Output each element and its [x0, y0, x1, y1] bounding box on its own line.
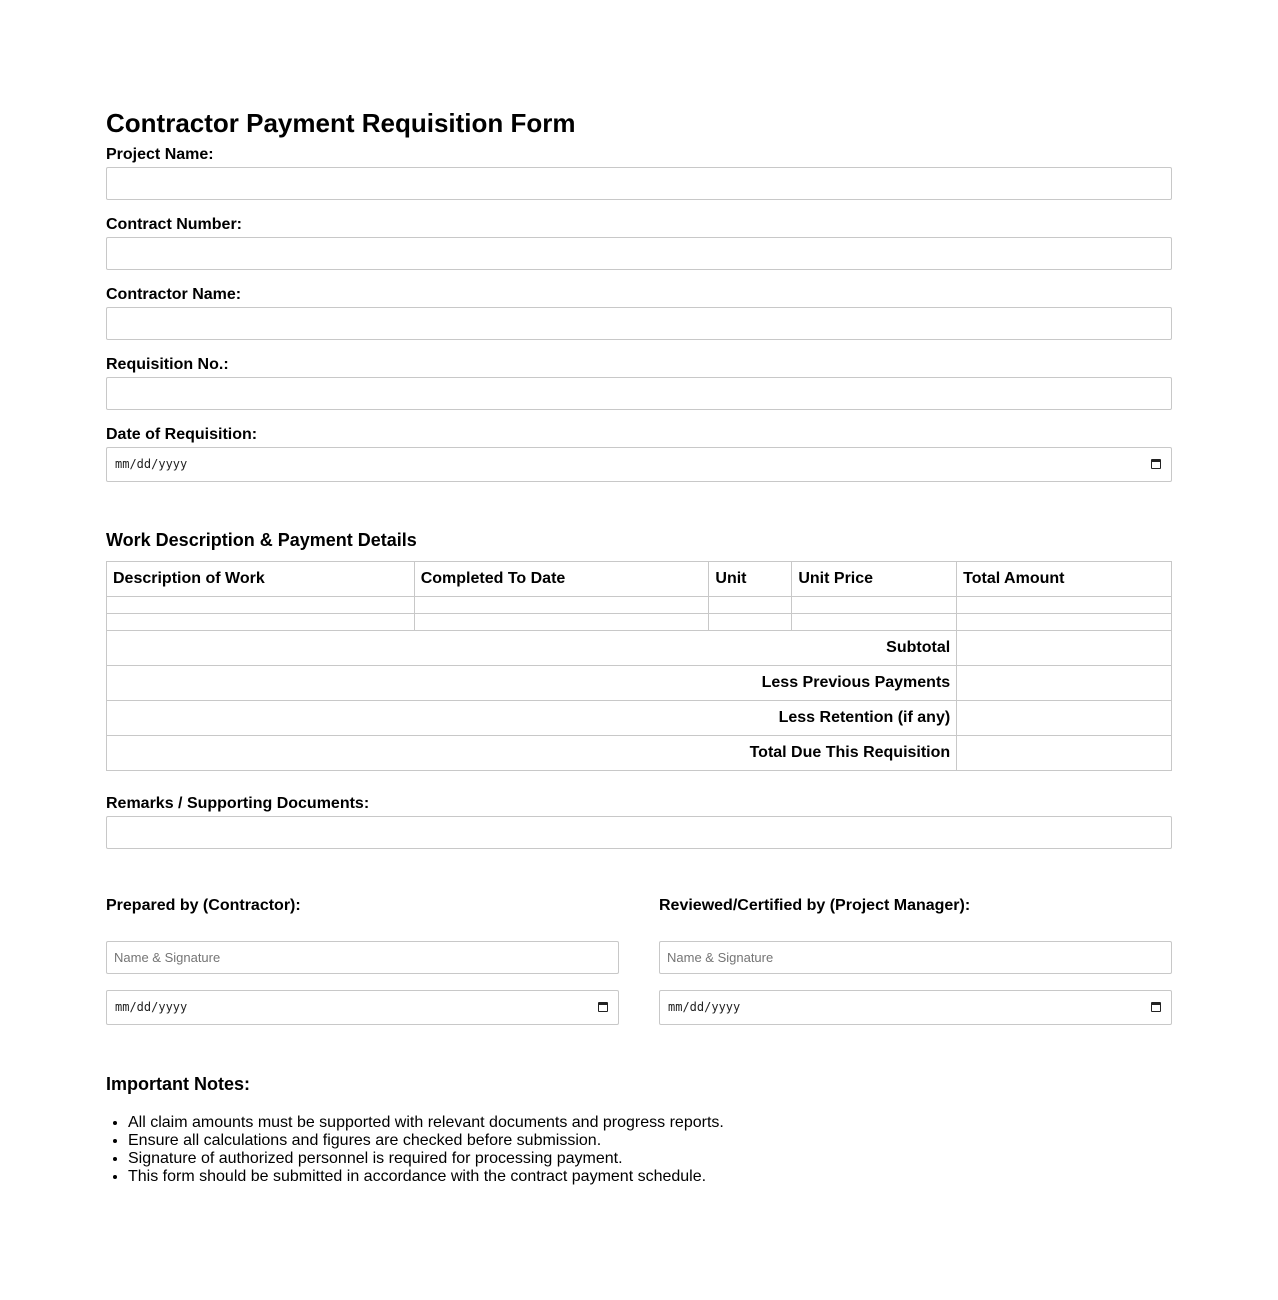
requisition-date-label: Date of Requisition: [106, 426, 258, 443]
requisition-date-value: mm/dd/yyyy [115, 457, 188, 471]
table-cell[interactable] [414, 597, 709, 614]
requisition-number-label: Requisition No.: [106, 356, 229, 373]
calendar-icon[interactable] [1151, 459, 1161, 469]
requisition-number-input[interactable] [106, 377, 1172, 410]
remarks-label: Remarks / Supporting Documents: [106, 795, 370, 812]
retention-value[interactable] [957, 701, 1172, 736]
subtotal-row [107, 631, 1172, 666]
reviewed-by-signature-input[interactable] [659, 941, 1172, 974]
requisition-date-input[interactable] [106, 447, 1172, 482]
reviewed-by-date-value: mm/dd/yyyy [668, 1000, 741, 1014]
prepared-by-date-input[interactable] [106, 990, 619, 1025]
calendar-icon[interactable] [598, 1002, 608, 1012]
total-due-label: Total Due This Requisition [107, 736, 957, 771]
notes-list [106, 1114, 724, 1186]
subtotal-label: Subtotal [107, 631, 957, 666]
list-item: • This form should be submitted in accordance with the contract payment schedule. [128, 1168, 724, 1186]
table-cell[interactable] [709, 614, 792, 631]
table-cell[interactable] [792, 597, 957, 614]
previous-payments-value[interactable] [957, 666, 1172, 701]
calendar-icon[interactable] [1151, 1002, 1161, 1012]
contract-number-label: Contract Number: [106, 216, 243, 233]
table-cell[interactable] [414, 614, 709, 631]
table-row [107, 614, 1172, 631]
table-cell[interactable] [957, 614, 1172, 631]
table-cell[interactable] [107, 597, 415, 614]
table-header-row [107, 562, 1172, 597]
notes-heading: Important Notes: [106, 1074, 250, 1094]
project-name-input[interactable] [106, 167, 1172, 200]
reviewed-by-date-input[interactable] [659, 990, 1172, 1025]
subtotal-value[interactable] [957, 631, 1172, 666]
contract-number-input[interactable] [106, 237, 1172, 270]
contractor-name-label: Contractor Name: [106, 286, 242, 303]
table-cell[interactable] [792, 614, 957, 631]
prepared-by-label: Prepared by (Contractor): [106, 897, 301, 914]
column-header-description: Description of Work [107, 562, 415, 597]
work-table [106, 561, 1172, 771]
total-due-row [107, 736, 1172, 771]
list-item: • Ensure all calculations and figures are checked before submission. [128, 1132, 724, 1150]
list-item: • All claim amounts must be supported with relevant documents and progress reports. [128, 1114, 724, 1132]
previous-payments-label: Less Previous Payments [107, 666, 957, 701]
prepared-by-date-value: mm/dd/yyyy [115, 1000, 188, 1014]
table-cell[interactable] [709, 597, 792, 614]
column-header-unit: Unit [709, 562, 792, 597]
column-header-total-amount: Total Amount [957, 562, 1172, 597]
contractor-name-input[interactable] [106, 307, 1172, 340]
previous-payments-row [107, 666, 1172, 701]
work-section-heading: Work Description & Payment Details [106, 530, 417, 550]
list-item: • Signature of authorized personnel is required for processing payment. [128, 1150, 724, 1168]
column-header-unit-price: Unit Price [792, 562, 957, 597]
total-due-value[interactable] [957, 736, 1172, 771]
retention-label: Less Retention (if any) [107, 701, 957, 736]
reviewed-by-placeholder: Name & Signature [667, 950, 774, 965]
retention-row [107, 701, 1172, 736]
form-title: Contractor Payment Requisition Form [106, 108, 576, 138]
table-row [107, 597, 1172, 614]
reviewed-by-label: Reviewed/Certified by (Project Manager): [659, 897, 971, 914]
project-name-label: Project Name: [106, 146, 214, 163]
table-cell[interactable] [107, 614, 415, 631]
column-header-completed: Completed To Date [414, 562, 709, 597]
prepared-by-placeholder: Name & Signature [114, 950, 221, 965]
remarks-input[interactable] [106, 816, 1172, 849]
prepared-by-signature-input[interactable] [106, 941, 619, 974]
table-cell[interactable] [957, 597, 1172, 614]
